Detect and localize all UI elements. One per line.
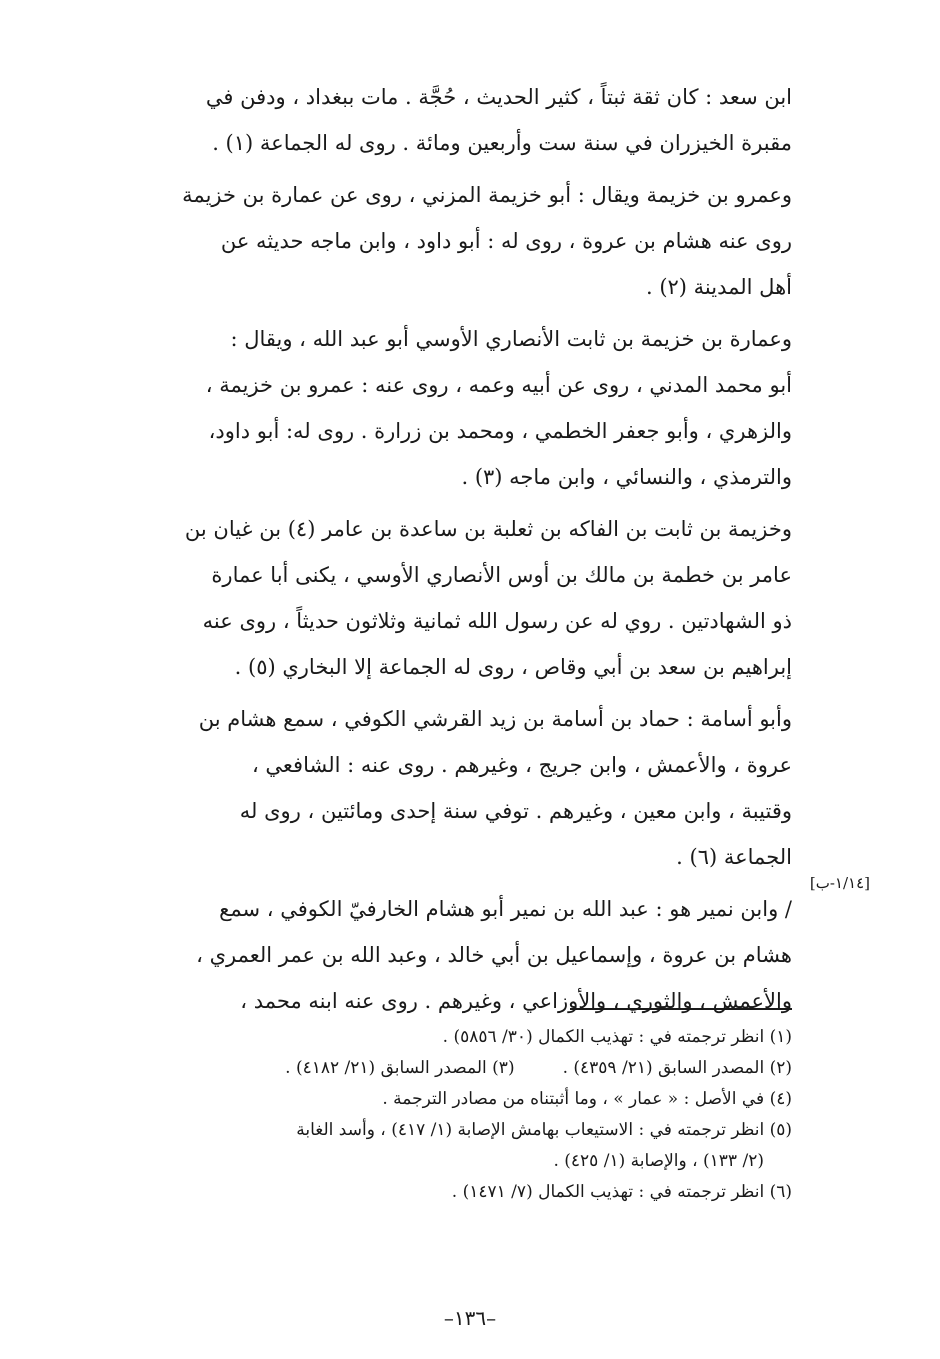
paragraph-abu-usamah xyxy=(108,696,792,880)
text-line: / وابن نمير هو : عبد الله بن نمير أبو هشام الخارفيّ الكوفي ، سمع xyxy=(219,897,792,921)
paragraph-amr-bin-khuzaymah xyxy=(108,172,792,310)
text-line: وأبو أسامة : حماد بن أسامة بن زيد القرشي الكوفي ، سمع هشام بن xyxy=(198,707,792,731)
text-line: ابن سعد : كان ثقة ثبتاً ، كثير الحديث ، حُجَّة . مات ببغداد ، ودفن في xyxy=(205,85,792,109)
text-line: وعمارة بن خزيمة بن ثابت الأنصاري الأوسي أبو عبد الله ، ويقال : xyxy=(230,327,792,351)
text-line: والترمذي ، والنسائي ، وابن ماجه (٣) . xyxy=(461,465,792,489)
manuscript-folio-marker: [١/١٤-ب] xyxy=(809,874,870,892)
footnote-row-2-3 xyxy=(108,1053,792,1084)
text-line: مقبرة الخيزران في سنة ست وأربعين ومائة . روى له الجماعة (١) . xyxy=(212,131,792,155)
text-line: أهل المدينة (٢) . xyxy=(645,275,792,299)
footnote-2: (٢) المصدر السابق (٢١/ ٤٣٥٩) . xyxy=(562,1058,792,1078)
text-line: ذو الشهادتين . روي له عن رسول الله ثمانية وثلاثون حديثاً ، روى عنه xyxy=(202,609,792,633)
text-line: وخزيمة بن ثابت بن الفاكه بن ثعلبة بن ساعدة بن عامر (٤) بن غيان بن xyxy=(184,517,792,541)
text-line: هشام بن عروة ، وإسماعيل بن أبي خالد ، وعبد الله بن عمر العمري ، xyxy=(196,943,792,967)
paragraph-ibn-saad xyxy=(108,74,792,166)
text-line: أبو محمد المدني ، روى عن أبيه وعمه ، روى عنه : عمرو بن خزيمة ، xyxy=(205,373,792,397)
text-line: والأعمش ، والثوري ، والأوزاعي ، وغيرهم . روى عنه ابنه محمد ، xyxy=(240,989,792,1013)
footnote-separator xyxy=(570,1008,792,1010)
paragraph-ibn-numayr xyxy=(108,886,792,1024)
footnote-5: (٥) انظر ترجمته في : الاستيعاب بهامش الإصابة (١/ ٤١٧) ، وأسد الغابة xyxy=(296,1120,792,1140)
paragraph-khuzaymah-bin-thabit xyxy=(108,506,792,690)
text-line: وعمرو بن خزيمة ويقال : أبو خزيمة المزني ، روى عن عمارة بن خزيمة xyxy=(182,183,792,207)
text-line: والزهري ، وأبو جعفر الخطمي ، ومحمد بن زرارة . روى له: أبو داود، xyxy=(208,419,792,443)
text-line: إبراهيم بن سعد بن أبي وقاص ، روى له الجماعة إلا البخاري (٥) . xyxy=(234,655,792,679)
footnote-1: (١) انظر ترجمته في : تهذيب الكمال (٣٠/ ٥٨٥٦) . xyxy=(442,1027,792,1047)
main-text xyxy=(108,74,792,1030)
text-line: عروة ، والأعمش ، وابن جريج ، وغيرهم . روى عنه : الشافعي ، xyxy=(251,753,792,777)
footnote-3: (٣) المصدر السابق (٢١/ ٤١٨٢) . xyxy=(285,1058,515,1078)
footnotes xyxy=(108,1022,792,1208)
text-line: روى عنه هشام بن عروة ، روى له : أبو داود ، وابن ماجه حديثه عن xyxy=(220,229,792,253)
text-line: الجماعة (٦) . xyxy=(676,845,792,869)
paragraph-umarah-bin-khuzaymah xyxy=(108,316,792,500)
page-number: –١٣٦– xyxy=(443,1306,497,1330)
text-line: عامر بن خطمة بن مالك بن أوس الأنصاري الأوسي ، يكنى أبا عمارة xyxy=(211,563,792,587)
footnote-4: (٤) في الأصل : « عمار » ، وما أثبتناه من مصادر الترجمة . xyxy=(382,1089,792,1109)
footnote-5-continued: (٢/ ١٣٣) ، والإصابة (١/ ٤٢٥) . xyxy=(553,1151,764,1171)
text-line: وقتيبة ، وابن معين ، وغيرهم . توفي سنة إحدى ومائتين ، روى له xyxy=(239,799,792,823)
footnote-6: (٦) انظر ترجمته في : تهذيب الكمال (٧/ ١٤٧١) . xyxy=(451,1182,792,1202)
